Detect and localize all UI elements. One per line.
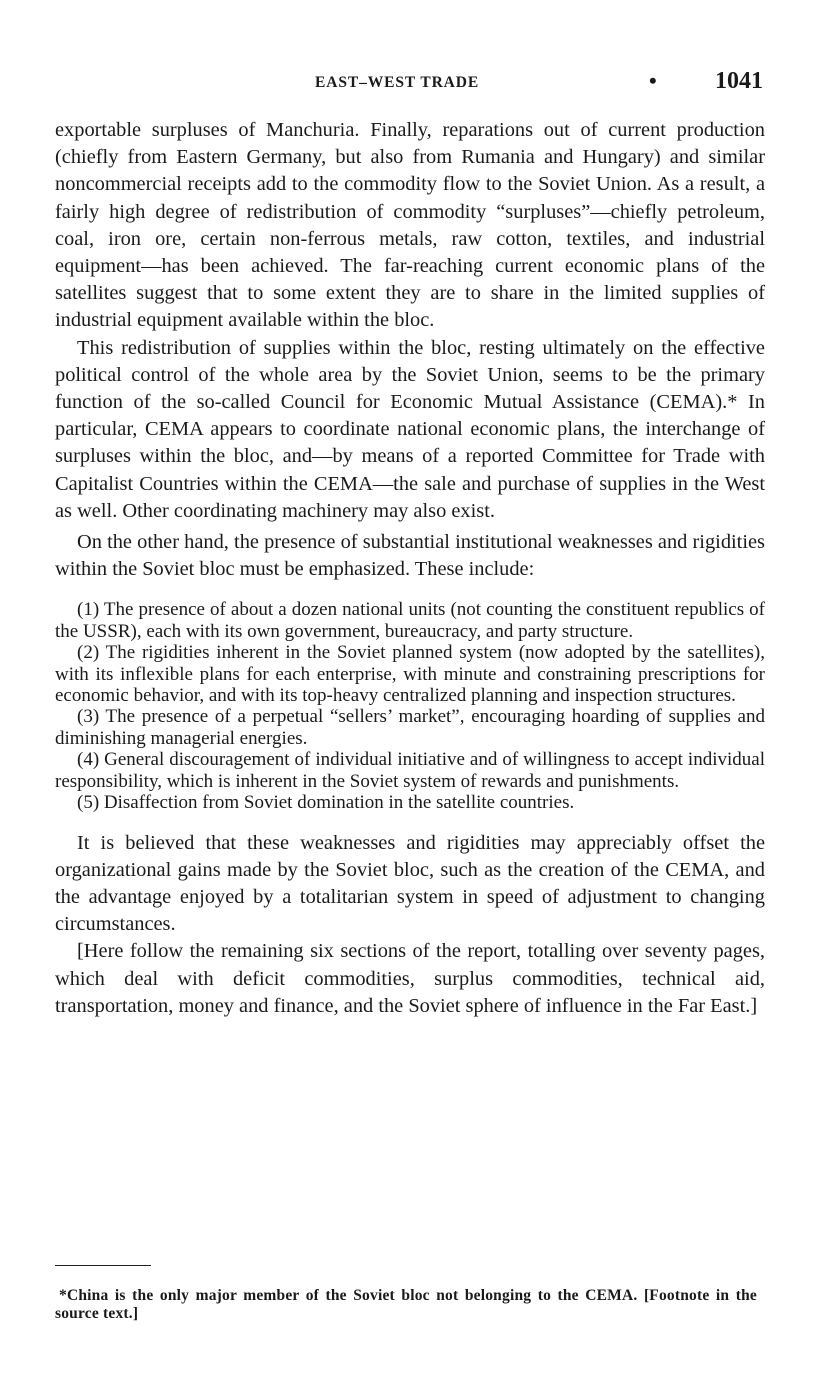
list-item-4: (4) General discouragement of individual initiative and of willingness to accept individual responsibility, which is inherent in the Soviet system of rewards and punishments. <box>55 749 765 792</box>
paragraph-4: It is believed that these weaknesses and rigidities may appreciably offset the organizational gains made by the Soviet bloc, such as the creation of the CEMA, and the advantage enjoyed by a totalitarian system in speed of adjustment to changing circumstances. <box>55 831 765 936</box>
list-item-2: (2) The rigidities inherent in the Soviet planned system (now adopted by the satellites), with its inflexible plans for each enterprise, with minute and constraining prescriptions for economic behavior, and with its top-heavy centralized planning and inspection structures. <box>55 642 765 707</box>
running-head-bullet: • <box>649 68 657 93</box>
running-head-title: EAST–WEST TRADE <box>315 74 480 91</box>
paragraph-3: On the other hand, the presence of substantial institutional weaknesses and rigidities within the Soviet bloc must be emphasized. These include: <box>55 531 765 581</box>
list-item-5: (5) Disaffection from Soviet domination in the satellite countries. <box>77 792 575 814</box>
list-item-1: (1) The presence of about a dozen national units (not counting the constituent republics of the USSR), each with its own government, bureaucracy, and party structure. <box>55 599 765 642</box>
paragraph-5: [Here follow the remaining six sections of the report, totalling over seventy pages, which deal with deficit commodities, surplus commodities, technical aid, transportation, money and finance, and the Soviet sphere of influence in the Far East.] <box>55 940 765 1017</box>
footnote: *China is the only major member of the Soviet bloc not belonging to the CEMA. [Footnote in the source text.] <box>55 1287 757 1322</box>
list-item-3: (3) The presence of a perpetual “sellers’ market”, encouraging hoarding of supplies and diminishing managerial energies. <box>55 706 765 749</box>
paragraph-2: This redistribution of supplies within the bloc, resting ultimately on the effective political control of the whole area by the Soviet Union, seems to be the primary function of the so-called Council for Economic Mutual Assistance (CEMA).* In particular, CEMA appears to coordinate national economic plans, the interchange of surpluses within the bloc, and—by means of a reported Committee for Trade with Capitalist Countries within the CEMA—the sale and purchase of supplies in the West as well. Other coordinating machinery may also exist. <box>55 336 765 522</box>
body-text <box>55 117 765 1020</box>
page-number: 1041 <box>715 68 763 94</box>
footnote-rule <box>55 1265 151 1266</box>
running-head <box>55 68 765 104</box>
weakness-list <box>55 599 765 813</box>
paragraph-1: exportable surpluses of Manchuria. Finally, reparations out of current production (chiefly from Eastern Germany, but also from Rumania and Hungary) and similar noncommercial receipts add to the commodity flow to the Soviet Union. As a result, a fairly high degree of redistribution of commodity “surpluses”—chiefly petroleum, coal, iron ore, certain non-ferrous metals, raw cotton, textiles, and industrial equipment—has been achieved. The far-reaching current economic plans of the satellites suggest that to some extent they are to share in the limited supplies of industrial equipment available within the bloc. <box>55 119 765 332</box>
